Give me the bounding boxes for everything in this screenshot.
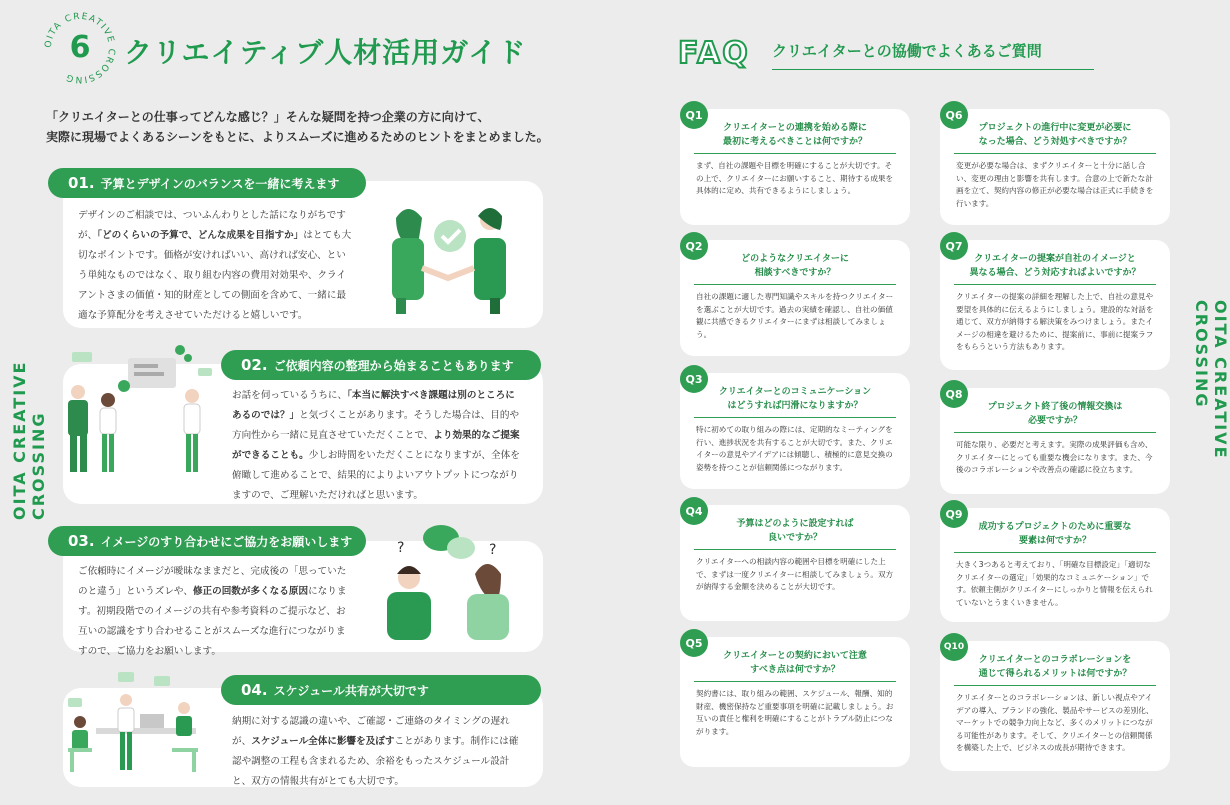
question-title: クリエイターとの契約において注意 すべき点は何ですか？: [694, 637, 896, 682]
question-title: プロジェクトの進行中に変更が必要に なった場合、どう対処すべきですか？: [954, 109, 1156, 154]
faq-card: [940, 508, 1170, 622]
faq-card: [680, 505, 910, 621]
tip-heading-text: イメージのすり合わせにご協力をお願いします: [100, 534, 353, 549]
answer-text: 変更が必要な場合は、まずクリエイターと十分に話し合い、変更の理由と影響を共有します。合意の上で新たな計画を立て、契約内容の修正が必要な場合は正式に手続きを行います。: [956, 161, 1154, 208]
schedule-meeting-illustration: [62, 670, 212, 774]
tip-text: お話を伺っているうちに、「本当に解決すべき課題は別のところにあるのでは？」と気づくことがあります。そうした場合は、目的や方向性から一緒に見直させていただくことで、より効果的なご提案ができることも。少しお時間をいただくことになりますが、全体を俯瞰して進めることで、結果的によりよいアウトプットにつながりますので、ご理解いただければと思います。: [232, 390, 520, 501]
intro-text: [46, 107, 549, 147]
tip-text: デザインのご相談では、ついふんわりとした話になりがちですが、「どのくらいの予算で、どんな成果を目指すか」はとても大切なポイントです。価格が安ければいい、高ければ安心、という単純なものではなく、取り組む内容の費用対効果や、クライアントさまの価値・知的財産としての側面を含めて、一緒に最適な予算配分を考えさせていただけると嬉しいです。: [78, 210, 352, 321]
faq-card: [940, 109, 1170, 225]
answer-text: 大きく3つあると考えており、「明確な目標設定」「適切なクリエイターの選定」「効果的なコミュニケーション」です。依頼主側がクリエイターにしっかりと情報を伝えられていないとうまくいきません。: [956, 560, 1153, 607]
question-number-badge: Q9: [940, 500, 968, 528]
question-title: プロジェクト終了後の情報交換は 必要ですか？: [954, 388, 1156, 433]
question-number-badge: Q6: [940, 101, 968, 129]
question-number-badge: Q8: [940, 380, 968, 408]
tip-number: 04.: [241, 681, 268, 699]
handshake-illustration: [378, 198, 518, 316]
answer-text: 自社の課題に適した専門知識やスキルを持つクリエイターを選ぶことが大切です。過去の実績を確認し、自社の価値観に共感できるクリエイターにまずは相談してみましょう。: [696, 292, 894, 339]
series-badge: [42, 10, 118, 86]
question-number-badge: Q7: [940, 232, 968, 260]
badge-number: 6: [69, 30, 91, 65]
answer-text: クリエイターへの相談内容の範囲や目標を明確にした上で、まずは一度クリエイターに相談してみましょう。双方が納得する金額を決めることが大切です。: [696, 557, 894, 591]
tip-number: 01.: [68, 174, 95, 192]
page-title: クリエイティブ人材活用ガイド: [124, 36, 527, 69]
tip-heading-text: 予算とデザインのバランスを一緒に考えます: [100, 176, 340, 191]
question-title: クリエイターとのコミュニケーション はどうすれば円滑になりますか？: [694, 373, 896, 418]
question-number-badge: Q2: [680, 232, 708, 260]
question-number-badge: Q5: [680, 629, 708, 657]
question-title: どのようなクリエイターに 相談すべきですか？: [694, 240, 896, 285]
tip-heading: [48, 526, 366, 556]
faq-logo: FAQ: [678, 36, 750, 71]
answer-text: クリエイターとのコラボレーションは、新しい視点やアイデアの導入、ブランドの強化、製品やサービスの差別化、マーケットでの競争力向上など、多くのメリットにつながる可能性があります。そして、クリエイターとの信頼関係を構築した上で、ビジネスの成長が期待できます。: [956, 693, 1154, 752]
faq-card: [680, 637, 910, 767]
confused-people-illustration: [375, 520, 535, 644]
answer-text: クリエイターの提案の詳細を理解した上で、自社の意見や要望を具体的に伝えるようにしましょう。建設的な対話を通じて、双方が納得する解決策をみつけましょう。またイメージの相違を避けるために、提案前に、事前に提案ラフをもらうという方法もあります。: [956, 292, 1154, 351]
answer-text: 特に初めての取り組みの際には、定期的なミーティングを行い、進捗状況を共有することが大切です。また、クリエイターの意見やアイデアには傾聴し、積極的に意見交換の姿勢を持つことが信頼関係につながります。: [696, 425, 893, 472]
intro-line: 「クリエイターとの仕事ってどんな感じ？」そんな疑問を持つ企業の方に向けて、: [46, 110, 490, 124]
faq-card: [680, 373, 910, 489]
tip-heading: [48, 168, 366, 198]
faq-card: [680, 109, 910, 225]
tip-heading-text: スケジュール共有が大切です: [273, 683, 429, 698]
question-title: クリエイターとの連携を始める際に 最初に考えるべきことは何ですか？: [694, 109, 896, 154]
answer-text: 可能な限り、必要だと考えます。実際の成果評価も含め、クリエイターにとっても重要な機会になります。また、今後のコラボレーションや改善点の確認に役立ちます。: [956, 440, 1153, 474]
question-title: クリエイターの提案が自社のイメージと 異なる場合、どう対応すればよいですか？: [954, 240, 1156, 285]
faq-card: [940, 388, 1170, 494]
question-number-badge: Q10: [940, 633, 968, 661]
faq-card: [680, 240, 910, 356]
question-title: 成功するプロジェクトのために重要な 要素は何ですか？: [954, 508, 1156, 553]
tip-text: 納期に対する認識の違いや、ご確認・ご連絡のタイミングの遅れが、スケジュール全体に影響を及ぼすことがあります。制作には確認や調整の工程も含まれるため、余裕をもったスケジュール設計と、双方の情報共有がとても大切です。: [232, 716, 519, 787]
question-number-badge: Q1: [680, 101, 708, 129]
side-label-right: OITA CREATIVE CROSSING: [1192, 300, 1230, 460]
tip-heading-text: ご依頼内容の整理から始まることもあります: [273, 358, 514, 373]
question-number-badge: Q4: [680, 497, 708, 525]
tip-number: 03.: [68, 532, 95, 550]
svg-text:?: ?: [397, 540, 405, 556]
question-number-badge: Q3: [680, 365, 708, 393]
side-label-left: OITA CREATIVE CROSSING: [10, 360, 48, 520]
faq-card: [940, 641, 1170, 771]
svg-text:?: ?: [489, 542, 497, 558]
answer-text: まず、自社の課題や目標を明確にすることが大切です。その上で、クリエイターにお願いすること、期待する成果を具体的に定め、共有できるようにしましょう。: [696, 161, 894, 195]
meeting-illustration: [58, 340, 218, 480]
intro-line: 実際に現場でよくあるシーンをもとに、よりスムーズに進めるためのヒントをまとめました。: [46, 130, 549, 144]
question-title: 予算はどのように設定すれば 良いですか？: [694, 505, 896, 550]
tip-number: 02.: [241, 356, 268, 374]
faq-card: [940, 240, 1170, 370]
badge-ring-text: OITA CREATIVE CROSSING: [43, 11, 117, 85]
faq-heading: クリエイターとの協働でよくあるご質問: [772, 40, 1094, 70]
question-title: クリエイターとのコラボレーションを 通じて得られるメリットは何ですか？: [954, 641, 1156, 686]
tip-heading: [221, 350, 541, 380]
tip-text: ご依頼時にイメージが曖昧なままだと、完成後の「思っていたのと違う」というズレや、修正の回数が多くなる原因になります。初期段階でのイメージの共有や参考資料のご提示など、お互いの認識をすり合わせることがスムーズな進行につながりますので、ご協力をお願いします。: [78, 566, 347, 657]
answer-text: 契約書には、取り組みの範囲、スケジュール、報酬、知的財産、機密保持など重要事項を明確に記載しましょう。お互いの責任と権利を明確にすることがトラブル防止につながります。: [696, 689, 894, 736]
tip-heading: [221, 675, 541, 705]
